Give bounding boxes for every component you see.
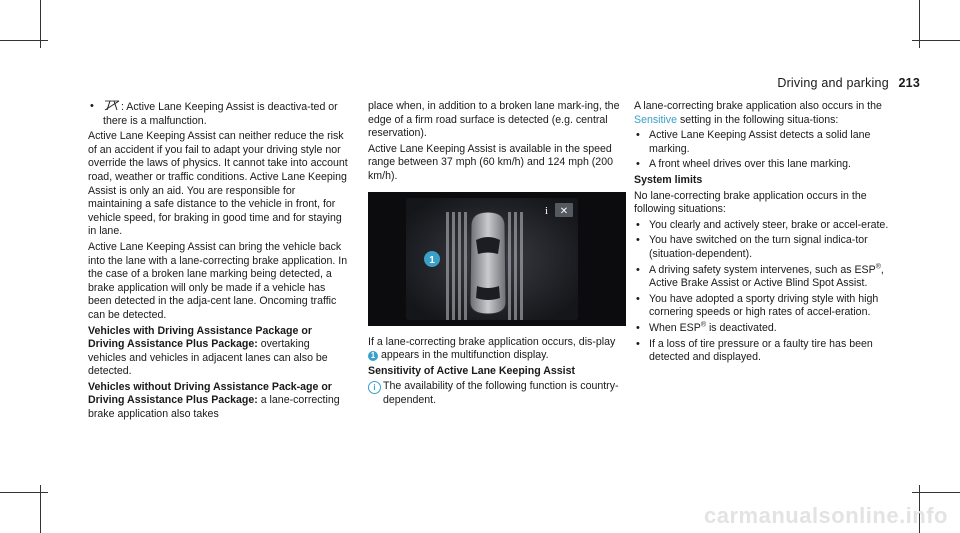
crop-mark: [912, 492, 960, 493]
subheading: Vehicles with Driving Assistance Package or Driving Assistance Plus Package:: [88, 324, 312, 351]
paragraph: No lane-correcting brake application occurs in the following situations:: [634, 189, 867, 216]
info-note-icon: i: [368, 381, 381, 394]
paragraph-text: setting in the following situa‑tions:: [677, 113, 839, 126]
list-item: • You clearly and actively steer, brake or accel‑erate.: [634, 219, 904, 233]
paragraph: place when, in addition to a broken lane mark‑ing, the edge of a firm road surface is detected (e.g. central reservation).: [368, 100, 620, 140]
watermark: carmanualsonline.info: [704, 503, 948, 528]
lane-keeping-off-icon: [103, 100, 121, 111]
paragraph-text: A lane-correcting brake application also occurs in the: [634, 100, 882, 112]
display-illustration: [368, 192, 626, 326]
paragraph: [634, 100, 904, 127]
paragraph: [88, 325, 350, 379]
paragraph-text: a lane-correcting brake application also takes: [88, 394, 340, 421]
column-1: [88, 100, 350, 424]
registered-mark: ®: [875, 263, 881, 270]
caption: [368, 336, 626, 363]
list-item-text: is deactivated.: [706, 321, 777, 334]
caption-text: appears in the multifunction display.: [378, 349, 549, 362]
paragraph: Active Lane Keeping Assist can neither reduce the risk of an accident if you fail to adapt your driving style nor override the laws of physics. It cannot take into account road, weather or traffic conditions. Active Lane Keeping Assist is only an aid. You are responsible for maintaining a safe distance to the vehicle in front, for vehicle speed, for braking in good time and for staying in lane.: [88, 130, 348, 238]
section-title: Driving and parking: [777, 76, 889, 90]
list-item: [88, 100, 350, 128]
subheading: System limits: [634, 173, 703, 186]
crop-mark: [0, 492, 48, 493]
list-item: • If a loss of tire pressure or a faulty tire has been detected and displayed.: [634, 338, 904, 365]
callout-number: 1: [429, 254, 435, 266]
info-icon: i: [545, 204, 549, 217]
registered-mark: ®: [700, 321, 706, 329]
list-item-text: , Active Brake Assist or Active Blind Spot Assist.: [649, 263, 884, 290]
subheading: Sensitivity of Active Lane Keeping Assist: [368, 364, 576, 377]
sensitive-setting-link[interactable]: Sensitive: [634, 113, 677, 126]
list-item: [634, 322, 904, 336]
note-text: The availability of the following function is country-dependent.: [383, 380, 619, 406]
list-item: • You have switched on the turn signal indica‑tor (situation-dependent).: [634, 234, 904, 261]
paragraph: [88, 381, 350, 422]
column-2: [368, 100, 626, 408]
list-item: • You have adopted a sporty driving style with high cornering speeds or high rates of accel‑eration.: [634, 293, 904, 320]
list-item: • Active Lane Keeping Assist detects a solid lane marking.: [634, 129, 904, 156]
page-number: 213: [898, 76, 920, 90]
crop-mark: [0, 40, 48, 41]
callout-icon: 1: [368, 351, 378, 361]
caption-text: If a lane-correcting brake application occurs, dis‑play: [368, 335, 616, 348]
paragraph-text: overtaking vehicles and vehicles in adjacent lanes can also be detected.: [88, 338, 328, 378]
list-item-text: A driving safety system intervenes, such as ESP: [649, 263, 876, 276]
close-icon: ✕: [559, 205, 569, 217]
crop-mark: [912, 40, 960, 41]
subheading: Vehicles without Driving Assistance Pack‑age or Driving Assistance Plus Package:: [88, 380, 332, 407]
running-header: [777, 76, 920, 90]
multifunction-display-image: [368, 192, 626, 326]
note: [368, 380, 626, 407]
paragraph: Active Lane Keeping Assist can bring the vehicle back into the lane with a lane-correcting brake application. In the case of a broken lane marking being detected, a brake application will only be made if a vehicle has been detected in the adja‑cent lane. Oncoming traffic can be detected.: [88, 240, 348, 321]
list-item: [634, 264, 904, 291]
bullet-text: : Active Lane Keeping Assist is deactiva‑ted or there is a malfunction.: [103, 101, 338, 127]
list-item: • A front wheel drives over this lane marking.: [634, 158, 904, 172]
column-3: [634, 100, 904, 367]
list-item-text: When ESP: [649, 321, 701, 334]
paragraph: Active Lane Keeping Assist is available in the speed range between 37 mph (60 km/h) and 124 mph (200 km/h).: [368, 142, 613, 182]
